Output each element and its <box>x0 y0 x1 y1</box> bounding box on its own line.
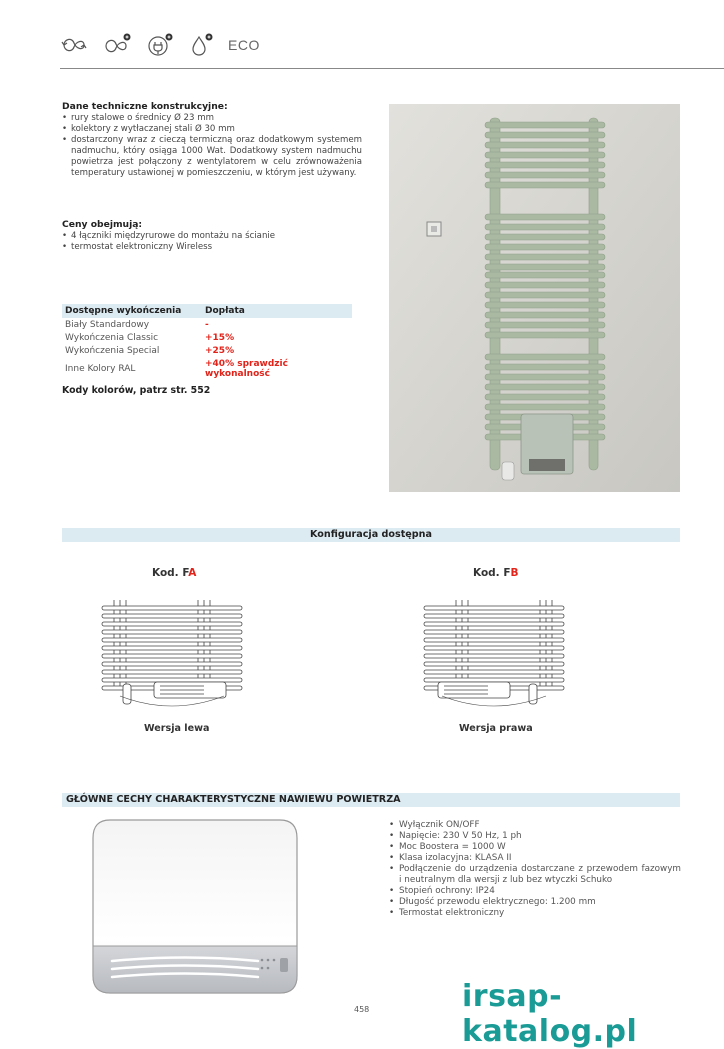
diagram-tube <box>102 614 242 618</box>
rotation-arrows-icon <box>60 33 88 57</box>
prices-heading: Ceny obejmują: <box>62 219 143 230</box>
top-divider <box>60 68 724 69</box>
feature-item: • Stopień ochrony: IP24 <box>389 886 681 897</box>
diagram-tube <box>424 646 564 650</box>
diagram-tube <box>102 662 242 666</box>
diagram-tube <box>424 614 564 618</box>
spec-item: • dostarczony wraz z cieczą termiczną oraz dodatkowym systemem nadmuchu, który osiąga 1000 Wat. Dodatkowy system nadmuchu powietrza jest połączony z wentylatorem w celu zrównoważenia temperatury ustawionej w pomieszczeniu, w którym jest używany. <box>62 135 362 179</box>
feature-item: • Napięcie: 230 V 50 Hz, 1 ph <box>389 831 681 842</box>
finishes-table <box>62 304 352 381</box>
radiator-tube <box>485 282 605 288</box>
prices-include <box>62 219 362 253</box>
plug-plus-icon <box>146 32 174 58</box>
left-version-label: Wersja lewa <box>144 723 210 734</box>
spec-item: • kolektory z wytłaczanej stali Ø 30 mm <box>62 124 362 135</box>
finish-surcharge: +25% <box>205 345 235 356</box>
feature-item: • Wyłącznik ON/OFF <box>389 820 681 831</box>
feature-item: • Moc Boostera = 1000 W <box>389 842 681 853</box>
feature-item: • Klasa izolacyjna: KLASA II <box>389 853 681 864</box>
table-row <box>62 318 352 331</box>
diagram-valve <box>123 684 131 704</box>
radiator-tube <box>485 182 605 188</box>
radiator-tube <box>485 404 605 410</box>
radiator-tube <box>485 132 605 138</box>
radiator-tube <box>485 394 605 400</box>
radiator-tube <box>485 384 605 390</box>
technical-specs <box>62 101 362 179</box>
radiator-tube <box>485 292 605 298</box>
finish-surcharge: +40% sprawdzić wykonalność <box>205 359 288 379</box>
radiator-tube <box>485 122 605 128</box>
diagram-tube <box>424 662 564 666</box>
diagram-tube <box>424 606 564 610</box>
code-letter: A <box>188 567 197 579</box>
color-codes-note: Kody kolorów, patrz str. 552 <box>62 385 211 396</box>
blower-title: GŁÓWNE CECHY CHARAKTERYSTYCZNE NAWIEWU POWIETRZA <box>62 793 680 807</box>
radiator-tube <box>485 302 605 308</box>
spec-item: • rury stalowe o średnicy Ø 23 mm <box>62 113 362 124</box>
specs-heading: Dane techniczne konstrukcyjne: <box>62 101 228 112</box>
config-title: Konfiguracja dostępna <box>62 528 680 542</box>
radiator-tube <box>485 172 605 178</box>
radiator-tube <box>485 224 605 230</box>
finish-name: Wykończenia Special <box>65 345 160 356</box>
code-letter: B <box>510 567 519 579</box>
feature-item: • Długość przewodu elektrycznego: 1.200 mm <box>389 897 681 908</box>
radiator-tube <box>485 312 605 318</box>
radiator-tube <box>485 374 605 380</box>
diagram-tube <box>102 606 242 610</box>
right-version-label: Wersja prawa <box>459 723 533 734</box>
blower-unit-image <box>90 818 300 996</box>
page-number: 458 <box>354 1005 370 1014</box>
radiator-tube <box>485 354 605 360</box>
diagram-tube <box>102 670 242 674</box>
rotation-arrows-plus-icon <box>102 32 132 58</box>
radiator-tube <box>485 264 605 270</box>
product-photo <box>389 104 680 492</box>
code-prefix: Kod. F <box>473 567 511 579</box>
diagram-tube <box>424 678 564 682</box>
code-fb-label <box>473 567 519 579</box>
finish-name: Inne Kolory RAL <box>65 364 136 374</box>
finish-surcharge: +15% <box>205 332 235 343</box>
price-item: • 4 łączniki międzyrurowe do montażu na ścianie <box>62 231 362 242</box>
table-row <box>62 344 352 357</box>
feature-icons-row <box>60 32 260 58</box>
finish-name: Biały Standardowy <box>65 319 150 330</box>
eco-label: ECO <box>228 37 260 53</box>
radiator-diagram-left <box>98 600 246 710</box>
table-row <box>62 331 352 344</box>
diagram-tube <box>102 646 242 650</box>
finish-surcharge: - <box>205 319 209 330</box>
price-item: • termostat elektroniczny Wireless <box>62 242 362 253</box>
column-header-surcharge: Dopłata <box>202 304 352 318</box>
feature-item: • Termostat elektroniczny <box>389 908 681 919</box>
finish-name: Wykończenia Classic <box>65 332 159 343</box>
code-prefix: Kod. F <box>152 567 189 579</box>
diagram-tube <box>424 622 564 626</box>
diagram-tube <box>102 678 242 682</box>
feature-item: • Podłączenie do urządzenia dostarczane z przewodem fazowym i neutralnym dla wersji z lub bez wtyczki Schuko <box>389 864 681 886</box>
column-header-finish: Dostępne wykończenia <box>62 304 202 318</box>
radiator-diagram-right <box>420 600 568 710</box>
diagram-tube <box>102 630 242 634</box>
radiator-tube <box>485 152 605 158</box>
radiator-tube <box>485 234 605 240</box>
code-fa-label <box>152 567 196 579</box>
diagram-tube <box>424 654 564 658</box>
radiator-tube <box>485 214 605 220</box>
diagram-tube <box>424 630 564 634</box>
radiator-tube <box>485 364 605 370</box>
table-row <box>62 357 352 381</box>
radiator-tube <box>485 162 605 168</box>
diagram-tube <box>424 670 564 674</box>
radiator-tube <box>485 254 605 260</box>
radiator-tube <box>485 244 605 250</box>
diagram-tube <box>424 638 564 642</box>
diagram-tube <box>102 654 242 658</box>
table-header-row <box>62 304 352 318</box>
radiator-tube <box>485 142 605 148</box>
radiator-tube <box>485 272 605 278</box>
radiator-tube <box>485 332 605 338</box>
site-watermark: irsap-katalog.pl <box>462 979 638 1049</box>
diagram-tube <box>102 622 242 626</box>
water-drop-plus-icon <box>188 32 214 58</box>
radiator-tube <box>485 322 605 328</box>
blower-features <box>389 820 681 919</box>
diagram-tube <box>102 638 242 642</box>
